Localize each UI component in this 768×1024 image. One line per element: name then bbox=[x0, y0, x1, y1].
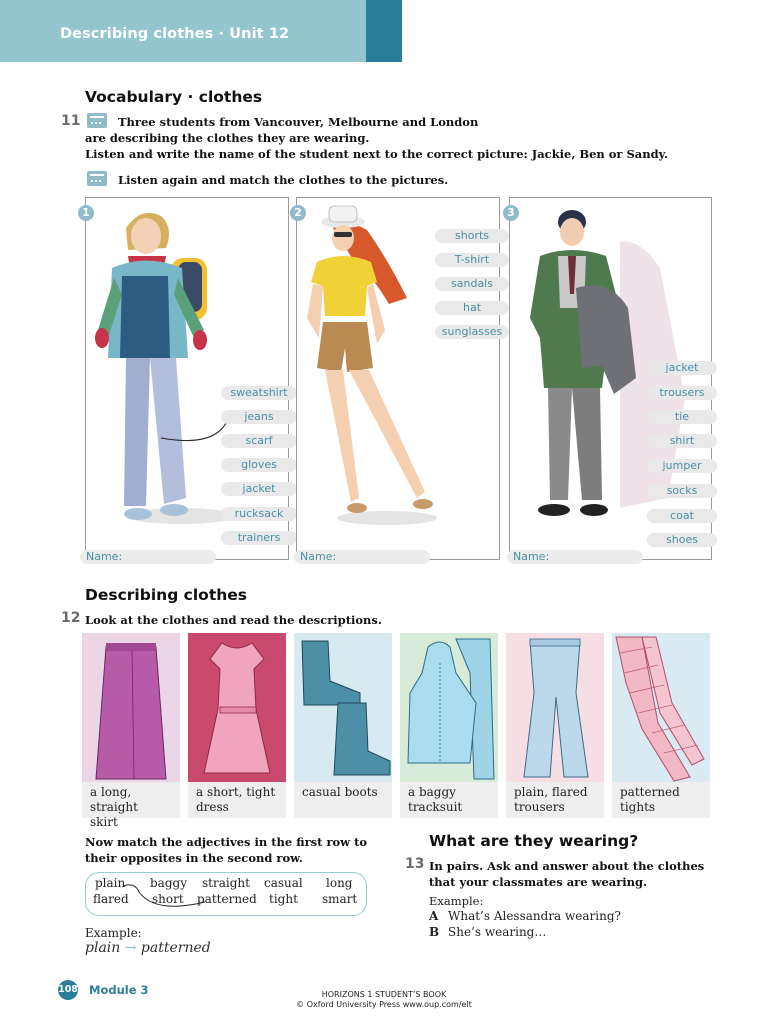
label-chip[interactable]: trousers bbox=[647, 386, 717, 400]
caption-line: a baggy bbox=[408, 785, 456, 799]
adjective-short[interactable]: short bbox=[152, 892, 184, 906]
caption-line: patterned bbox=[620, 785, 680, 799]
clothes-card-boots bbox=[294, 633, 392, 782]
publisher-footer: © Oxford University Press www.oup.com/elt bbox=[296, 1000, 472, 1009]
exercise-13-line1: In pairs. Ask and answer about the clothes bbox=[429, 859, 705, 873]
clothes-card-skirt bbox=[82, 633, 180, 782]
label-chip[interactable]: socks bbox=[647, 484, 717, 498]
label-chip[interactable]: trainers bbox=[221, 531, 297, 545]
speaker-b-label: B bbox=[429, 925, 440, 939]
exercise-12-instruction: Look at the clothes and read the descriptions. bbox=[85, 613, 382, 627]
adjective-plain[interactable]: plain bbox=[95, 876, 126, 890]
picture-panel-3 bbox=[509, 197, 712, 560]
vocabulary-heading: Vocabulary · clothes bbox=[85, 88, 263, 106]
label-chip[interactable]: T-shirt bbox=[435, 253, 509, 267]
clothes-card-trousers bbox=[506, 633, 604, 782]
label-chip[interactable]: coat bbox=[647, 509, 717, 523]
label-chip[interactable]: rucksack bbox=[221, 507, 297, 521]
tights-illustration bbox=[612, 633, 710, 782]
adjective-smart[interactable]: smart bbox=[322, 892, 358, 906]
name-field-3[interactable]: Name: bbox=[507, 550, 643, 564]
caption-line: a short, tight bbox=[196, 785, 276, 799]
card-caption-skirt bbox=[82, 782, 180, 829]
exercise-11-line2: are describing the clothes they are wearing. bbox=[85, 131, 370, 145]
card-caption-trousers bbox=[506, 782, 604, 818]
adjective-casual[interactable]: casual bbox=[264, 876, 303, 890]
tracksuit-illustration bbox=[400, 633, 498, 782]
caption-line: skirt bbox=[90, 815, 118, 829]
label-chip[interactable]: jacket bbox=[221, 482, 297, 496]
arrow-icon: → bbox=[124, 940, 137, 956]
label-chip[interactable]: tie bbox=[647, 410, 717, 424]
label-chip[interactable]: sandals bbox=[435, 277, 509, 291]
module-label: Module 3 bbox=[89, 983, 149, 997]
example-word2: patterned bbox=[140, 940, 211, 956]
audio-icon bbox=[87, 171, 107, 186]
clothes-card-tracksuit bbox=[400, 633, 498, 782]
label-chip[interactable]: shoes bbox=[647, 533, 717, 547]
caption-line: trousers bbox=[514, 800, 565, 814]
label-chip[interactable]: hat bbox=[435, 301, 509, 315]
speaker-a-text: What’s Alessandra wearing? bbox=[448, 909, 621, 923]
exercise-11-number: 11 bbox=[61, 113, 81, 129]
adjective-tight[interactable]: tight bbox=[269, 892, 298, 906]
label-chip[interactable]: jacket bbox=[647, 361, 717, 375]
picture-panel-2 bbox=[296, 197, 500, 560]
caption-line: a long, straight bbox=[90, 785, 138, 814]
speaker-b-text: She’s wearing… bbox=[448, 925, 547, 939]
example-word1: plain bbox=[85, 940, 121, 956]
caption-line: dress bbox=[196, 800, 229, 814]
picture-panel-1 bbox=[85, 197, 289, 560]
match-instruction-line2: their opposites in the second row. bbox=[85, 851, 303, 865]
panel-1-number: 1 bbox=[78, 205, 94, 221]
adjective-flared[interactable]: flared bbox=[93, 892, 129, 906]
name-field-1[interactable]: Name: bbox=[80, 550, 216, 564]
student-1-illustration bbox=[86, 198, 288, 559]
wearing-heading: What are they wearing? bbox=[429, 832, 639, 850]
card-caption-dress bbox=[188, 782, 286, 818]
card-caption-tracksuit bbox=[400, 782, 498, 818]
label-chip[interactable]: gloves bbox=[221, 458, 297, 472]
adjective-baggy[interactable]: baggy bbox=[150, 876, 187, 890]
describing-heading: Describing clothes bbox=[85, 586, 248, 604]
example-label: Example: bbox=[85, 926, 142, 940]
label-chip[interactable]: sunglasses bbox=[435, 325, 509, 339]
label-chip[interactable]: jeans bbox=[221, 410, 297, 424]
header-accent-block bbox=[366, 0, 402, 62]
adjective-straight[interactable]: straight bbox=[202, 876, 250, 890]
example-answer bbox=[85, 940, 211, 956]
card-caption-tights bbox=[612, 782, 710, 818]
label-chip[interactable]: shorts bbox=[435, 229, 509, 243]
panel-3-number: 3 bbox=[503, 205, 519, 221]
name-field-2[interactable]: Name: bbox=[294, 550, 430, 564]
panel-2-number: 2 bbox=[290, 205, 306, 221]
label-chip[interactable]: sweatshirt bbox=[221, 386, 297, 400]
card-caption-boots bbox=[294, 782, 392, 818]
adjective-long[interactable]: long bbox=[326, 876, 353, 890]
caption-line: tights bbox=[620, 800, 656, 814]
skirt-illustration bbox=[82, 633, 180, 782]
exercise-11-line3: Listen and write the name of the student next to the correct picture: Jackie, Ben or Sandy. bbox=[85, 147, 669, 161]
exercise-11-line4: Listen again and match the clothes to the pictures. bbox=[118, 173, 449, 187]
label-chip[interactable]: jumper bbox=[647, 459, 717, 473]
audio-icon bbox=[87, 113, 107, 128]
speaker-a-label: A bbox=[429, 909, 439, 923]
adjective-patterned[interactable]: patterned bbox=[197, 892, 257, 906]
page-title: Describing clothes · Unit 12 bbox=[60, 26, 290, 42]
dress-illustration bbox=[188, 633, 286, 782]
student-3-illustration bbox=[510, 198, 711, 559]
caption-line: casual boots bbox=[302, 785, 378, 799]
label-chip[interactable]: shirt bbox=[647, 434, 717, 448]
example-label: Example: bbox=[429, 894, 484, 908]
trousers-illustration bbox=[506, 633, 604, 782]
exercise-12-number: 12 bbox=[61, 610, 81, 626]
label-chip[interactable]: scarf bbox=[221, 434, 297, 448]
exercise-11-line1: Three students from Vancouver, Melbourne and London bbox=[118, 115, 479, 129]
match-instruction-line1: Now match the adjectives in the first row to bbox=[85, 835, 368, 849]
caption-line: plain, flared bbox=[514, 785, 588, 799]
boots-illustration bbox=[294, 633, 392, 782]
page-number-badge: 108 bbox=[58, 980, 78, 1000]
clothes-card-tights bbox=[612, 633, 710, 782]
exercise-13-line2: that your classmates are wearing. bbox=[429, 875, 648, 889]
book-title-footer: HORIZONS 1 STUDENT’S BOOK bbox=[321, 990, 447, 999]
clothes-card-dress bbox=[188, 633, 286, 782]
caption-line: tracksuit bbox=[408, 800, 463, 814]
exercise-13-number: 13 bbox=[405, 856, 425, 872]
